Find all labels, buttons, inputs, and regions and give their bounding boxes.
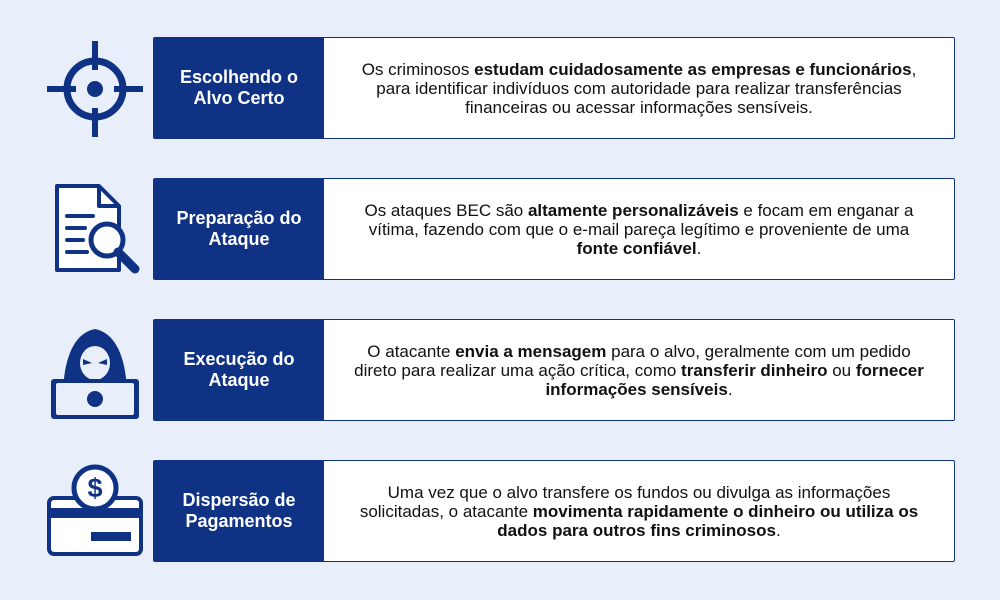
description-text: Uma vez que o alvo transfere os fundos ou divulga as informações solicitadas, o atacante <box>359 482 891 521</box>
target-crosshair-icon <box>40 37 150 141</box>
step-row-2 <box>0 178 1000 282</box>
step-label-3: Execução do Ataque <box>154 320 324 420</box>
step-row-3 <box>0 319 1000 423</box>
description-emphasis: fornecer informações sensíveis <box>545 360 924 399</box>
description-text: . <box>775 520 781 540</box>
step-label-1: Escolhendo o Alvo Certo <box>154 38 324 138</box>
dollar-card-icon <box>40 460 150 564</box>
description-emphasis: estudam cuidadosamente as empresas e funcionários <box>474 59 912 79</box>
description-text: . <box>727 379 733 399</box>
description-text: Os criminosos <box>361 59 475 79</box>
document-search-icon <box>40 178 150 282</box>
step-card-4 <box>153 460 955 562</box>
step-label-2: Preparação do Ataque <box>154 179 324 279</box>
description-emphasis: transferir dinheiro <box>681 360 828 380</box>
description-emphasis: fonte confiável <box>576 238 697 258</box>
step-description-3 <box>324 320 954 420</box>
description-emphasis: movimenta rapidamente o dinheiro ou utiliza os dados para outros fins criminosos <box>497 501 919 540</box>
description-emphasis: altamente personalizáveis <box>527 200 739 220</box>
description-text: Os ataques BEC são <box>364 200 528 220</box>
description-text: para o alvo, geralmente com um pedido direto para realizar uma ação crítica, como <box>354 341 911 380</box>
description-emphasis: envia a mensagem <box>455 341 607 361</box>
step-row-1 <box>0 37 1000 141</box>
step-description-2 <box>324 179 954 279</box>
step-card-1 <box>153 37 955 139</box>
description-text: O atacante <box>367 341 456 361</box>
step-description-1 <box>324 38 954 138</box>
step-label-4: Dispersão de Pagamentos <box>154 461 324 561</box>
description-text: e focam em enganar a vítima, fazendo com que o e-mail pareça legítimo e proveniente de uma <box>368 200 914 239</box>
description-text: ou <box>827 360 856 380</box>
step-card-2 <box>153 178 955 280</box>
svg-text:$: $ <box>87 473 103 503</box>
description-text: . <box>696 238 702 258</box>
step-description-4 <box>324 461 954 561</box>
hacker-laptop-icon <box>40 319 150 423</box>
description-text: , para identificar indivíduos com autoridade para realizar transferências financeiras ou acessar informações sensíveis. <box>376 59 917 117</box>
step-row-4 <box>0 460 1000 564</box>
step-card-3 <box>153 319 955 421</box>
